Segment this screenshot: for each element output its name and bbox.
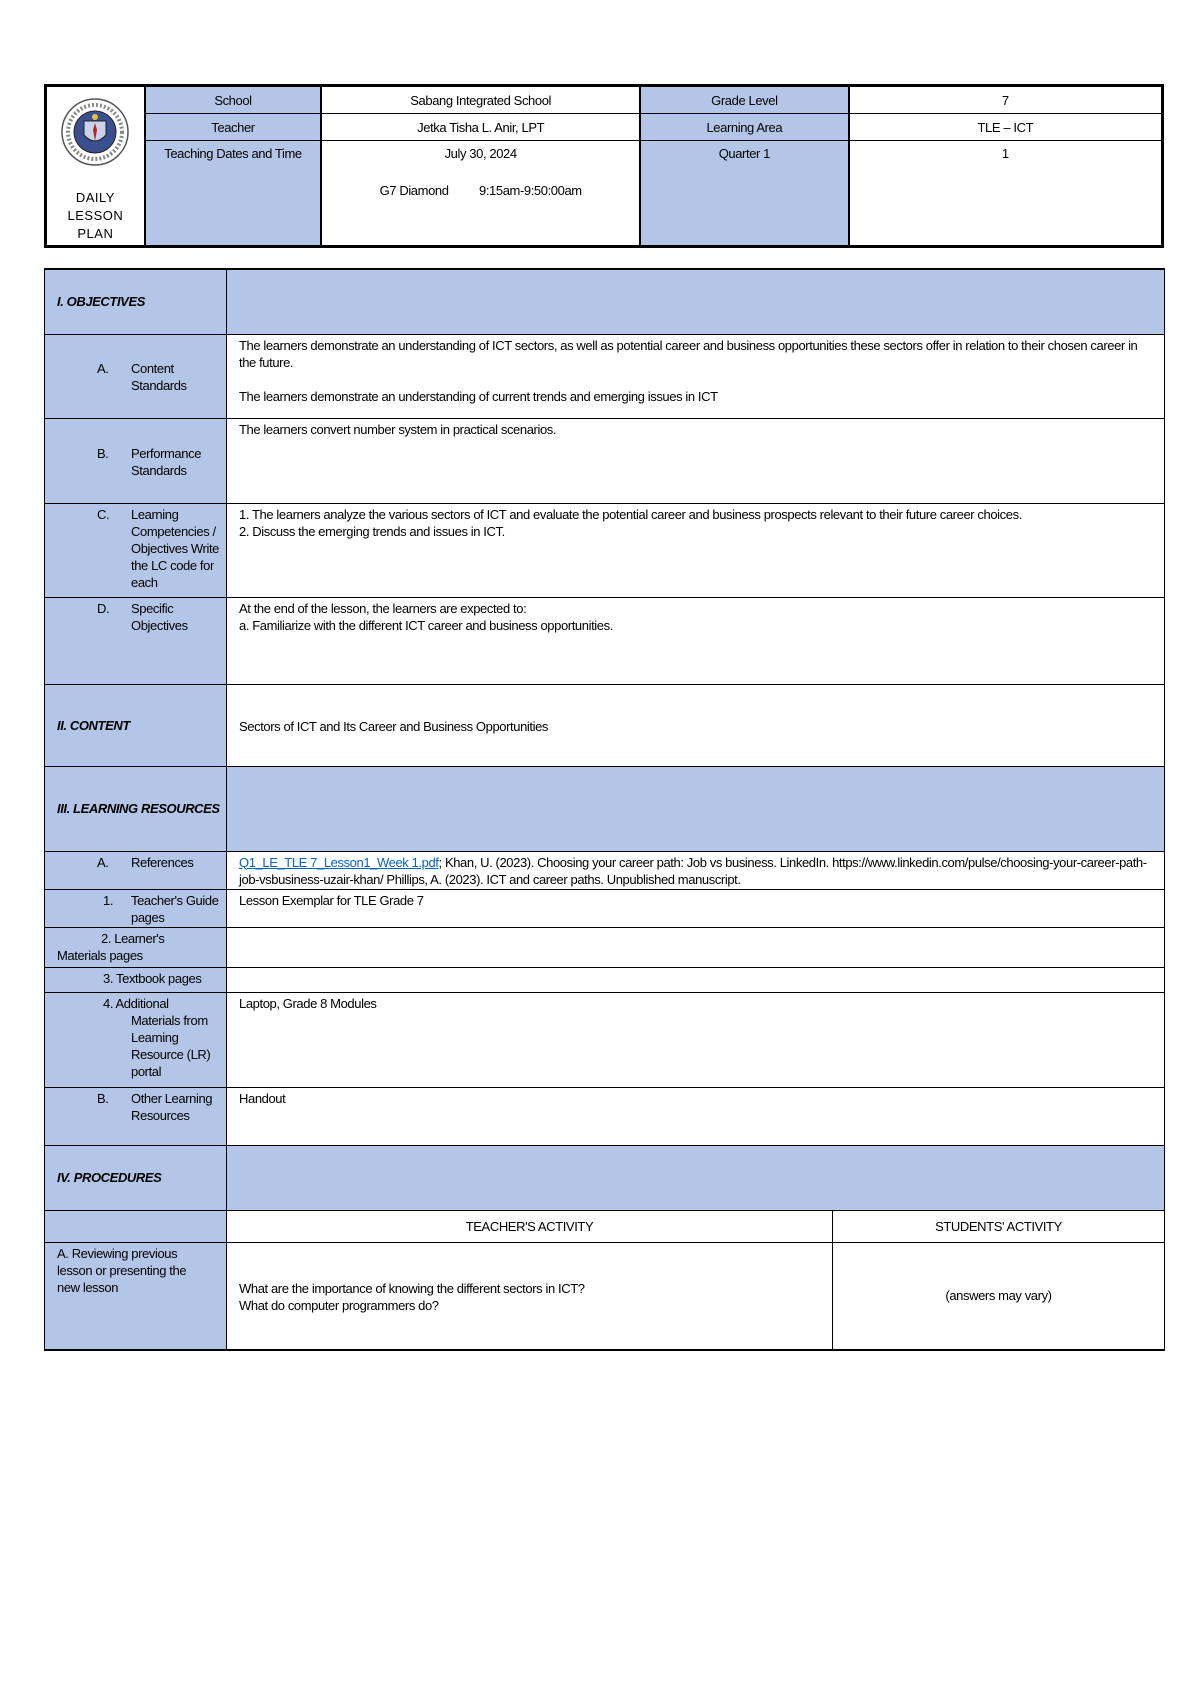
learners-materials-value <box>227 927 1165 967</box>
content-section-value: Sectors of ICT and Its Career and Business Opportunities <box>227 684 1165 766</box>
textbook-pages-label: 3. Textbook pages <box>45 967 227 992</box>
teaching-dates-value <box>321 141 640 247</box>
lesson-plan-table <box>44 268 1165 1351</box>
objectives-section-title: I. OBJECTIVES <box>45 269 227 334</box>
other-resources-label: Other Learning Resources <box>131 1090 213 1123</box>
content-standards-value <box>227 334 1165 418</box>
learning-competencies-value <box>227 503 1165 597</box>
grade-level-value: 7 <box>849 86 1163 114</box>
other-resources-label-cell <box>45 1087 227 1145</box>
learning-competencies-label-cell <box>45 503 227 597</box>
procedures-section-bar <box>227 1145 1165 1210</box>
learning-competencies-text-1: 1. The learners analyze the various sectors of ICT and evaluate the potential career and business prospects relevant to their future career choices. <box>239 506 1022 522</box>
reference-pdf-link[interactable]: Q1_LE_TLE 7_Lesson1_Week 1.pdf <box>239 854 439 870</box>
content-standards-label: Content Standards <box>131 361 187 393</box>
teachers-guide-label: Teacher's Guide pages <box>131 892 219 925</box>
other-resources-marker: B. <box>97 1090 109 1106</box>
performance-standards-value: The learners convert number system in practical scenarios. <box>227 418 1165 503</box>
content-section-title: II. CONTENT <box>45 684 227 766</box>
references-marker: A. <box>97 854 109 870</box>
other-resources-value: Handout <box>227 1087 1165 1145</box>
specific-objectives-marker: D. <box>97 600 110 616</box>
section-time-line <box>322 182 639 199</box>
reviewing-lesson-students-activity: (answers may vary) <box>833 1242 1165 1350</box>
teacher-value: Jetka Tisha L. Anir, LPT <box>321 114 640 141</box>
teachers-guide-value: Lesson Exemplar for TLE Grade 7 <box>227 889 1165 927</box>
additional-materials-marker: 4. Additional <box>103 995 169 1011</box>
additional-materials-label: Materials from Learning Resource (LR) portal <box>131 1012 211 1079</box>
references-value <box>227 851 1165 889</box>
teacher-question-2: What do computer programmers do? <box>239 1297 439 1313</box>
date-value: July 30, 2024 <box>444 146 517 161</box>
daily-lesson-plan-label <box>47 189 144 243</box>
dll-label-line-2: LESSON <box>67 208 124 223</box>
specific-objectives-text-2: a. Familiarize with the different ICT career and business opportunities. <box>239 617 613 633</box>
learners-materials-label-1: 2. Learner's <box>101 930 165 946</box>
learning-area-label: Learning Area <box>640 114 849 141</box>
specific-objectives-text-1: At the end of the lesson, the learners are expected to: <box>239 600 527 616</box>
specific-objectives-label: Specific Objectives <box>131 600 188 633</box>
reviewing-lesson-label: A. Reviewing previous lesson or presenting the new lesson <box>45 1242 227 1350</box>
content-standards-label-cell <box>45 334 227 418</box>
students-activity-header: STUDENTS' ACTIVITY <box>833 1210 1165 1242</box>
teachers-guide-label-cell <box>45 889 227 927</box>
dll-label-line-1: DAILY <box>75 190 115 205</box>
performance-standards-label: Performance Standards <box>131 445 202 478</box>
reference-citation-text: ; Khan, U. (2023). Choosing your career path: Job vs business. LinkedIn. https://www.linkedin.com/pulse/choosing-your-career-path-job-vsbusiness-uzair-khan/ Phillips, A. (2023). ICT and career paths. Unpublished manuscript. <box>239 854 1147 887</box>
learners-materials-label-2: Materials pages <box>57 947 143 963</box>
objectives-section-bar <box>227 269 1165 334</box>
teacher-label: Teacher <box>145 114 321 141</box>
lesson-plan-page <box>44 84 1164 1351</box>
reviewing-lesson-teacher-activity <box>227 1242 833 1350</box>
learning-competencies-text-2: 2. Discuss the emerging trends and issues in ICT. <box>239 523 505 539</box>
teacher-question-1: What are the importance of knowing the different sectors in ICT? <box>239 1280 585 1296</box>
specific-objectives-value <box>227 597 1165 684</box>
performance-standards-label-cell <box>45 418 227 503</box>
learning-resources-section-bar <box>227 766 1165 851</box>
additional-materials-label-cell <box>45 992 227 1087</box>
performance-standards-marker: B. <box>97 445 109 461</box>
school-value: Sabang Integrated School <box>321 86 640 114</box>
teachers-guide-marker: 1. <box>103 892 114 908</box>
learning-competencies-label: Learning Competencies / Objectives Write the LC code for each <box>131 506 219 590</box>
quarter-label: Quarter 1 <box>640 141 849 247</box>
logo-cell <box>46 86 145 247</box>
references-label-cell <box>45 851 227 889</box>
learners-materials-label-cell <box>45 927 227 967</box>
header-table <box>44 84 1164 248</box>
learning-resources-section-title: III. LEARNING RESOURCES <box>45 766 227 851</box>
procedures-section-title: IV. PROCEDURES <box>45 1145 227 1210</box>
teachers-activity-header: TEACHER'S ACTIVITY <box>227 1210 833 1242</box>
school-label: School <box>145 86 321 114</box>
dll-label-line-3: PLAN <box>77 226 114 241</box>
grade-level-label: Grade Level <box>640 86 849 114</box>
time-value: 9:15am-9:50:00am <box>479 183 582 198</box>
quarter-value: 1 <box>849 141 1163 247</box>
content-standards-marker: A. <box>97 361 109 376</box>
additional-materials-value: Laptop, Grade 8 Modules <box>227 992 1165 1087</box>
content-standards-text-1: The learners demonstrate an understanding of ICT sectors, as well as potential career and business opportunities these sectors offer in relation to their chosen career in the future. <box>239 337 1138 370</box>
teaching-dates-label: Teaching Dates and Time <box>145 141 321 247</box>
learning-competencies-marker: C. <box>97 506 110 522</box>
procedures-header-blank <box>45 1210 227 1242</box>
textbook-pages-value <box>227 967 1165 992</box>
content-standards-text-2: The learners demonstrate an understanding of current trends and emerging issues in ICT <box>239 388 718 404</box>
specific-objectives-label-cell <box>45 597 227 684</box>
learning-area-value: TLE – ICT <box>849 114 1163 141</box>
section-value: G7 Diamond <box>379 183 449 198</box>
deped-seal-icon <box>60 97 130 167</box>
references-label: References <box>131 854 194 870</box>
